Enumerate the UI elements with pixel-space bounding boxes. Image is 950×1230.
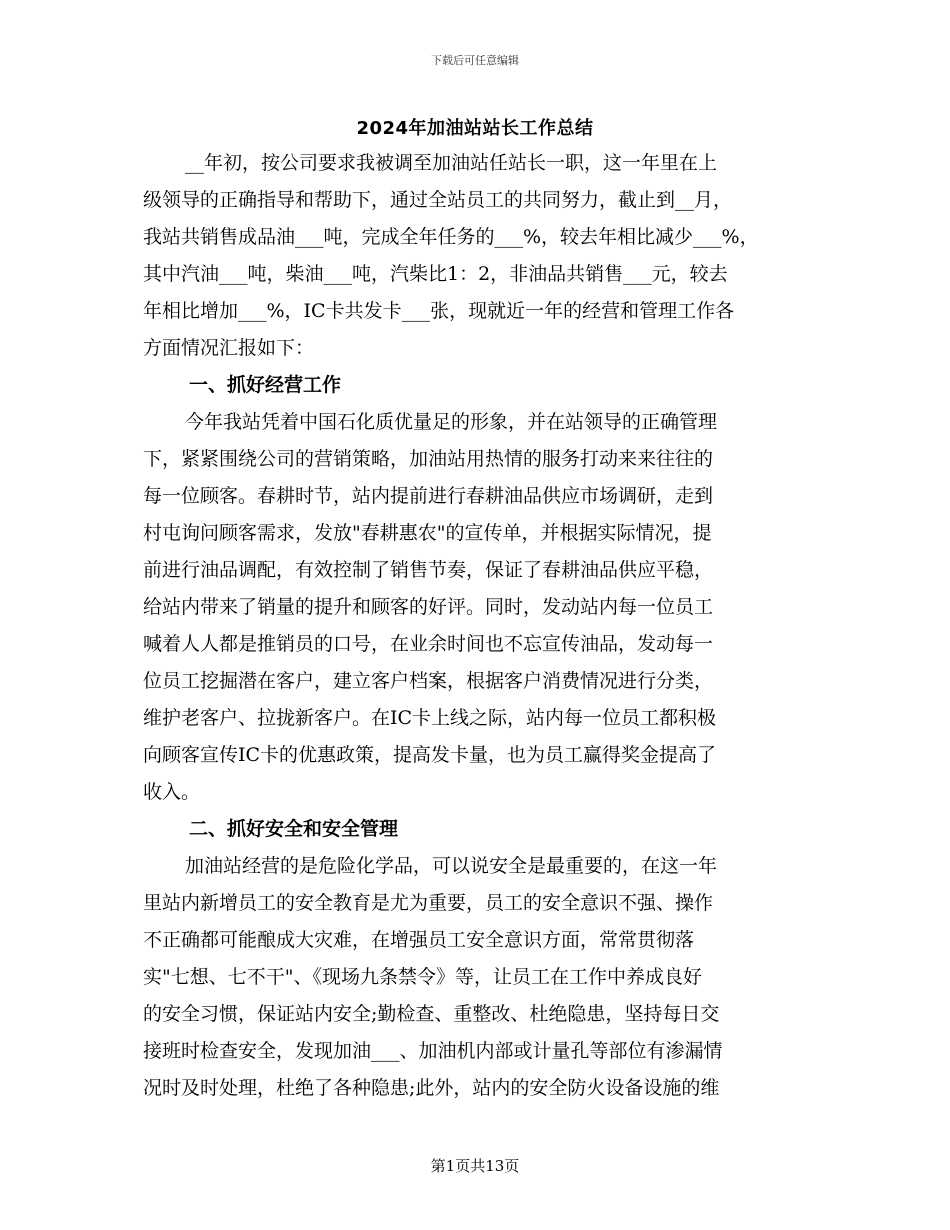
paragraph-line: 给站内带来了销量的提升和顾客的好评。同时，发动站内每一位员工: [143, 596, 714, 618]
paragraph-line: 喊着人人都是推销员的口号，在业余时间也不忘宣传油品，发动每一: [143, 633, 714, 655]
document-body: [143, 145, 813, 1107]
paragraph-line: 维护老客户、拉拢新客户。在IC卡上线之际，站内每一位员工都积极: [143, 707, 717, 729]
paragraph-line: 接班时检查安全，发现加油___、加油机内部或计量孔等部位有渗漏情: [143, 1040, 723, 1062]
paragraph-line: __年初，按公司要求我被调至加油站任站长一职，这一年里在上: [185, 152, 718, 174]
section-heading: 一、抓好经营工作: [189, 374, 342, 396]
document-title: 2024年加油站站长工作总结: [356, 118, 594, 139]
paragraph-line: 方面情况汇报如下：: [143, 337, 315, 359]
paragraph-line: 不正确都可能酿成大灾难，在增强员工安全意识方面，常常贯彻落: [143, 929, 695, 951]
header-note: 下载后可任意编辑: [431, 54, 519, 67]
paragraph-line: 况时及时处理，杜绝了各种隐患;此外，站内的安全防火设备设施的维: [143, 1077, 720, 1099]
section-heading: 二、抓好安全和安全管理: [189, 818, 399, 840]
paragraph-line: 加油站经营的是危险化学品，可以说安全是最重要的，在这一年: [185, 855, 718, 877]
paragraph-line: 我站共销售成品油___吨，完成全年任务的___%，较去年相比减少___%，: [143, 226, 759, 248]
paragraph-line: 实"七想、七不干"、《现场九条禁令》等，让员工在工作中养成良好: [143, 966, 702, 988]
paragraph-line: 收入。: [143, 781, 201, 803]
paragraph-line: 里站内新增员工的安全教育是尤为重要，员工的安全意识不强、操作: [143, 892, 714, 914]
paragraph-line: 下，紧紧围绕公司的营销策略，加油站用热情的服务打动来来往往的: [143, 448, 714, 470]
paragraph-line: 每一位顾客。春耕时节，站内提前进行春耕油品供应市场调研，走到: [143, 485, 714, 507]
paragraph-line: 村屯询问顾客需求，发放"春耕惠农"的宣传单，并根据实际情况，提: [143, 522, 712, 544]
paragraph-line: 的安全习惯，保证站内安全;勤检查、重整改、杜绝隐患，坚持每日交: [143, 1003, 720, 1025]
paragraph-line: 向顾客宣传IC卡的优惠政策，提高发卡量，也为员工赢得奖金提高了: [143, 744, 717, 766]
paragraph-line: 级领导的正确指导和帮助下，通过全站员工的共同努力，截止到__月，: [143, 189, 733, 211]
paragraph-line: 其中汽油___吨，柴油___吨，汽柴比1：2，非油品共销售___元，较去: [143, 263, 728, 285]
page-number-footer: 第1页共13页: [430, 1157, 520, 1175]
paragraph-line: 年相比增加___%，IC卡共发卡___张，现就近一年的经营和管理工作各: [143, 300, 735, 322]
paragraph-line: 位员工挖掘潜在客户，建立客户档案，根据客户消费情况进行分类，: [143, 670, 714, 692]
paragraph-line: 前进行油品调配，有效控制了销售节奏，保证了春耕油品供应平稳，: [143, 559, 714, 581]
paragraph-line: 今年我站凭着中国石化质优量足的形象，并在站领导的正确管理: [185, 411, 718, 433]
